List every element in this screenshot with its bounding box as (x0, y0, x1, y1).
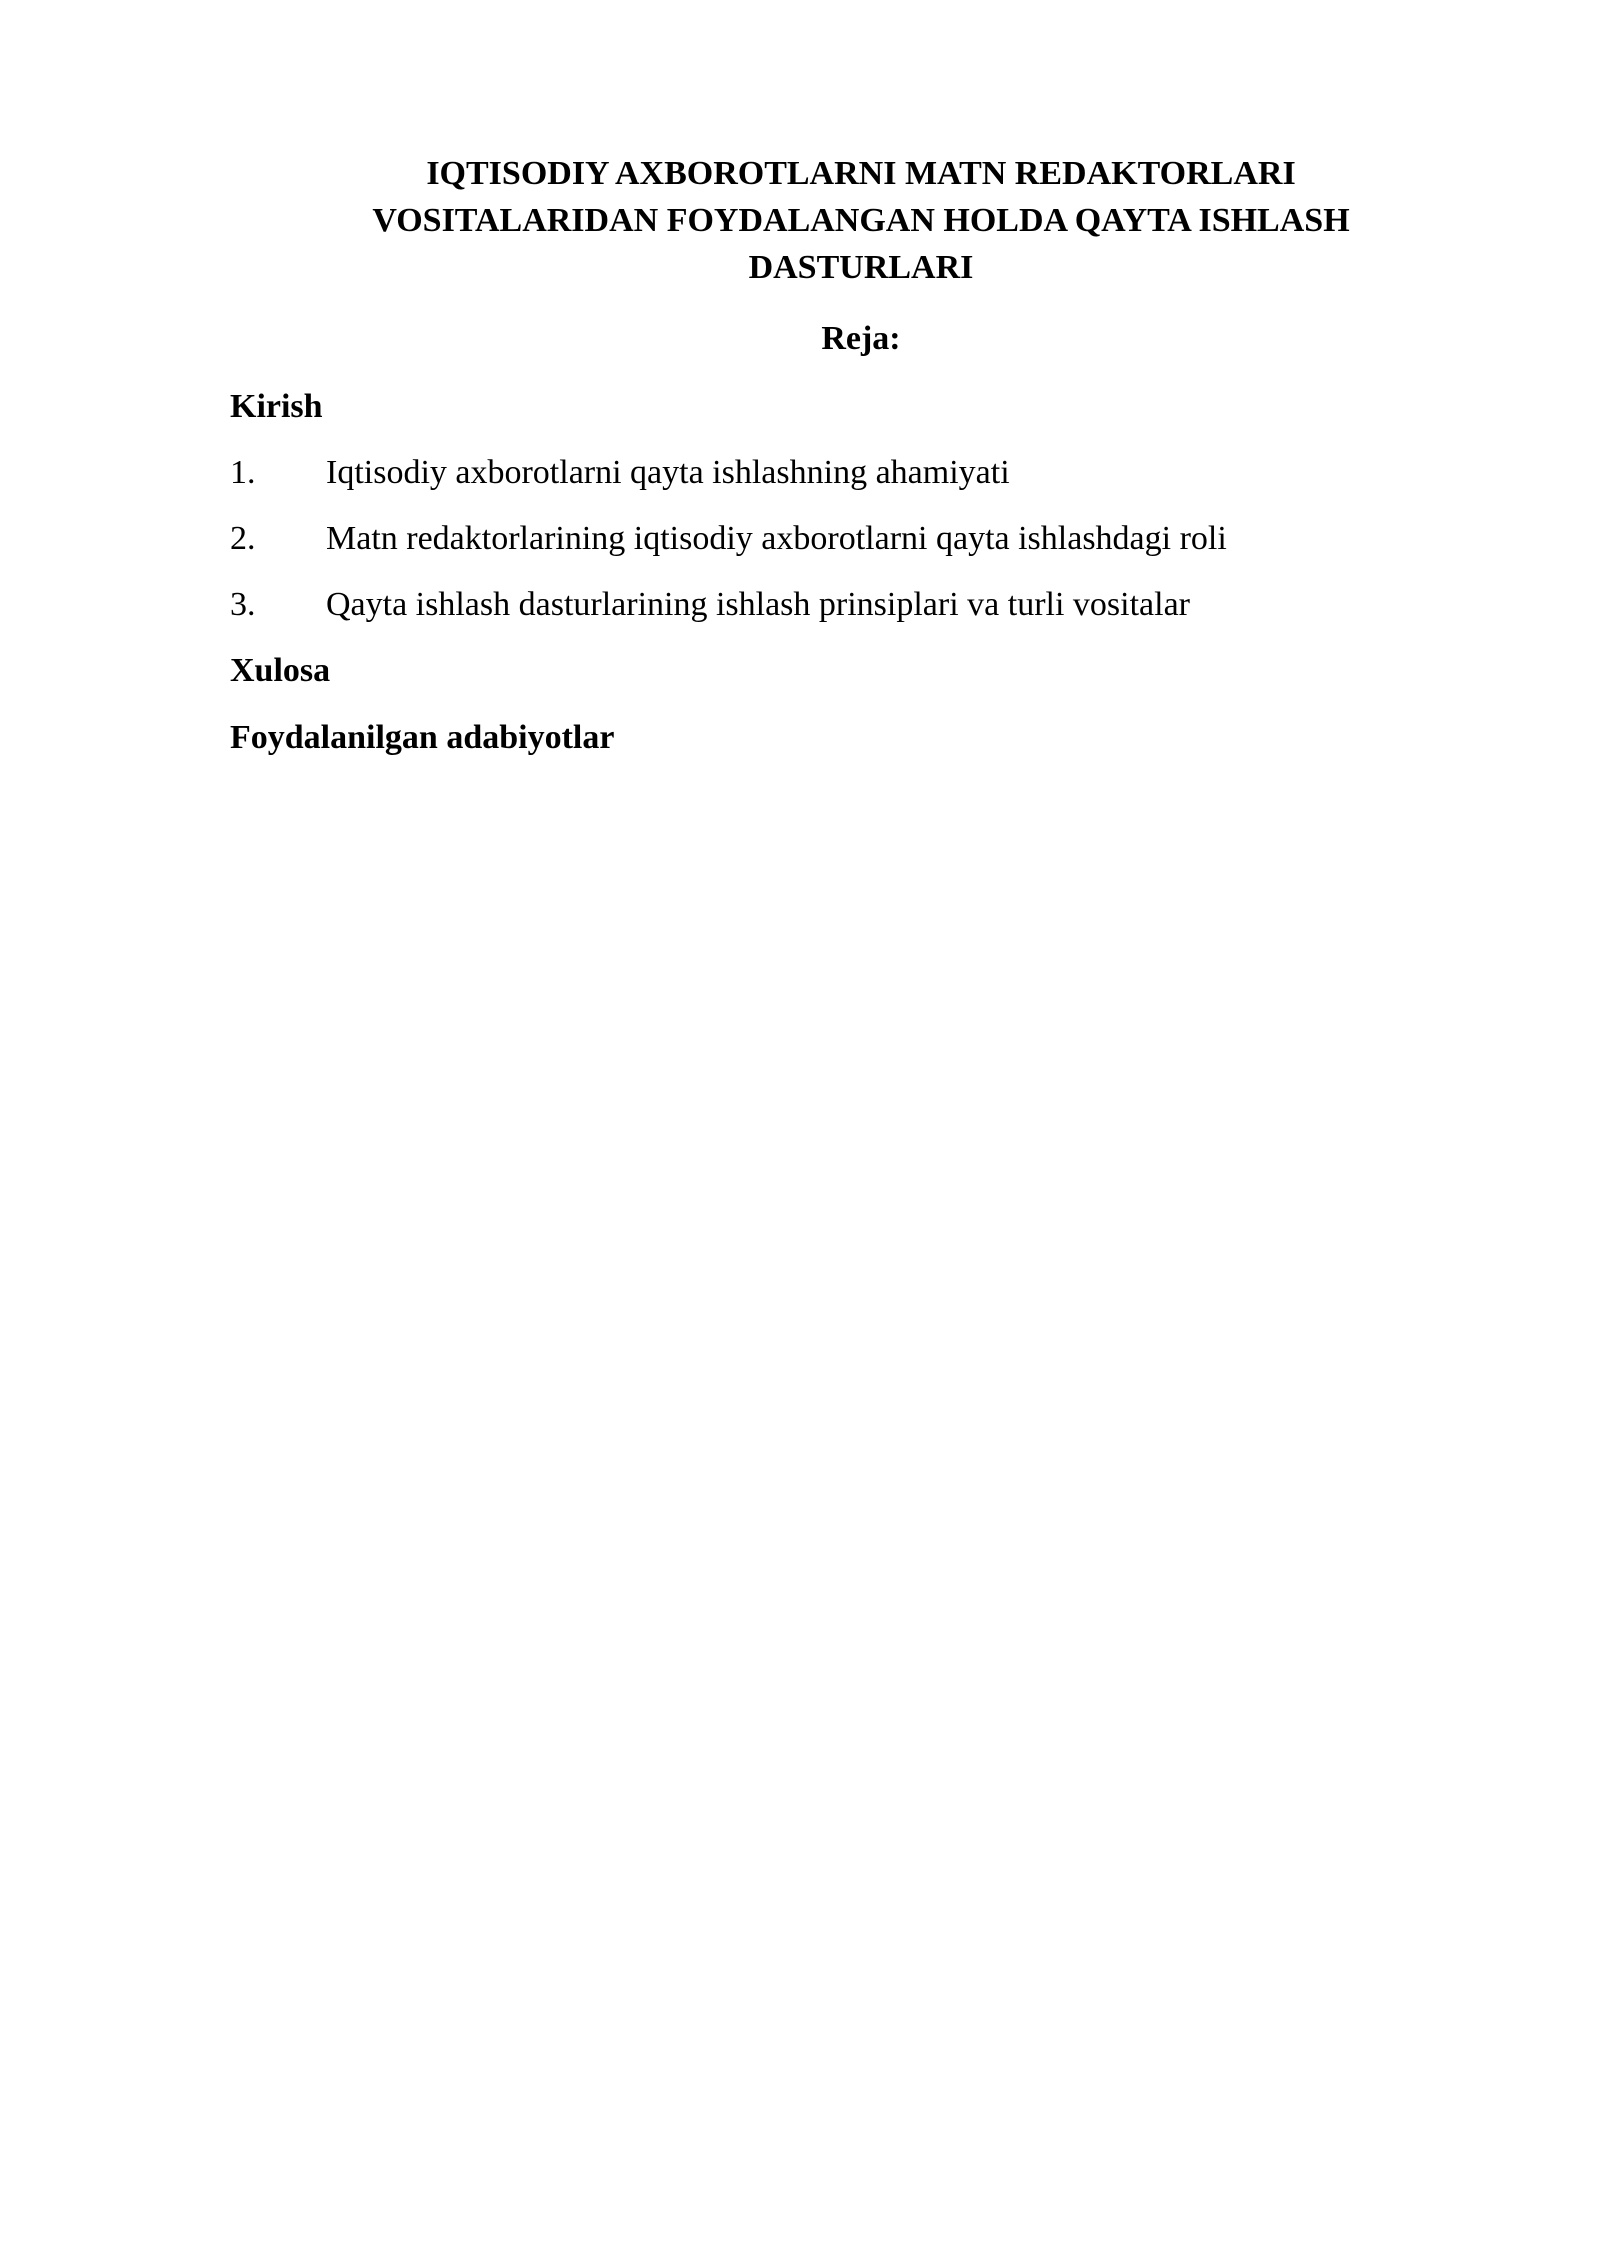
plan-item-text: Qayta ishlash dasturlarining ishlash prinsiplari va turli vositalar (326, 586, 1190, 623)
intro-heading: Kirish (230, 388, 323, 425)
plan-heading: Reja: (821, 320, 901, 357)
plan-item-2 (230, 515, 1227, 562)
plan-item-1 (230, 449, 1010, 496)
title-line-1: IQTISODIY AXBOROTLARNI MATN REDAKTORLARI (426, 155, 1296, 192)
references-heading: Foydalanilgan adabiyotlar (230, 719, 615, 756)
plan-item-number: 2. (230, 520, 256, 557)
plan-item-text: Matn redaktorlarining iqtisodiy axborotlarni qayta ishlashdagi roli (326, 520, 1227, 557)
title-line-2: VOSITALARIDAN FOYDALANGAN HOLDA QAYTA ISHLASH (372, 202, 1350, 239)
document-title (230, 150, 1492, 291)
plan-item-3 (230, 581, 1190, 628)
plan-item-text: Iqtisodiy axborotlarni qayta ishlashning ahamiyati (326, 454, 1010, 491)
plan-item-number: 3. (230, 586, 256, 623)
title-line-3: DASTURLARI (748, 249, 974, 286)
plan-item-number: 1. (230, 454, 256, 491)
conclusion-heading: Xulosa (230, 652, 331, 689)
